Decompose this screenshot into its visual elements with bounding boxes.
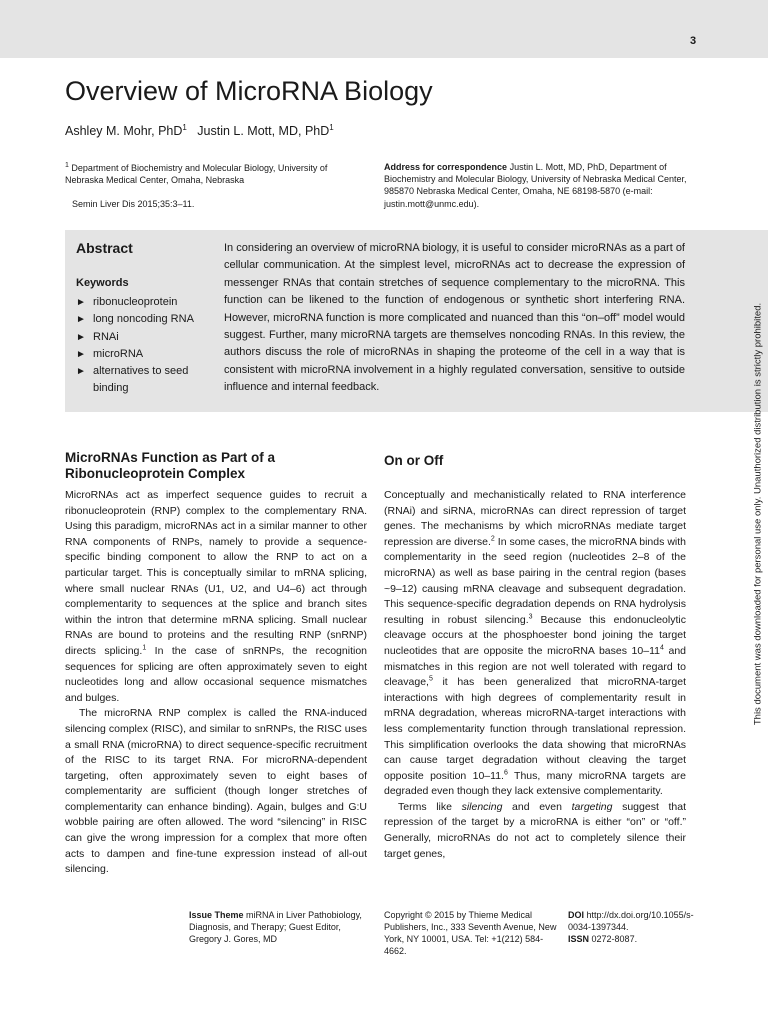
text-run: Conceptually and mechanistically related to RNA interference (RNAi) and siRNA, microRNAs can direct repression of target genes. The mechanisms by which microRNAs mediate target repression are diverse.	[384, 489, 686, 548]
download-notice-text: This document was downloaded for personal use only. Unauthorized distribution is strictly prohibited.	[752, 302, 764, 726]
section-heading-rnp: MicroRNAs Function as Part of a Ribonucleoprotein Complex	[65, 450, 276, 481]
text-run: Terms like	[398, 800, 462, 813]
text-run: suggest that repression of the target by a microRNA is either “on” or “off.” Generally, microRNAs do not act to completely silence their target genes,	[384, 800, 686, 860]
reference-marker: 5	[428, 675, 433, 683]
keyword-item	[76, 346, 216, 363]
arrow-bullet-icon: ►	[76, 331, 86, 343]
issn-value: 0272-8087.	[591, 934, 638, 944]
author-name: Ashley M. Mohr, PhD	[65, 124, 183, 139]
citation: Semin Liver Dis 2015;35:3–11.	[72, 199, 195, 209]
paragraph	[384, 800, 686, 862]
doi-link[interactable]: http://dx.doi.org/10.1055/s-0034-1397344.	[568, 910, 694, 932]
author-list	[65, 123, 334, 138]
correspondence-label: Address for correspondence	[384, 162, 508, 172]
text-run: it has been generalized that microRNA-target interactions with high degrees of complementarity result in mRNA degradation, whereas microRNA-target interactions with less complementarity function through translational repression. This simplification overlooks the data showing that microRNAs can cause target degradation without cleaving the target opposite position 10–11.	[384, 676, 686, 782]
text-run: MicroRNAs act as imperfect sequence guides to recruit a ribonucleoprotein (RNP) complex to the complementary RNA. Using this paradigm, microRNAs act in a similar manner to other RNA components of RNPs, namely to provide a sequence-specific binding component to allow the RNP to act on a particular target. This is conceptually similar to mRNA splicing, where small nuclear RNAs (U1, U2, and U4–6) act through complementarity to sequences at the splice and branch sites within the intron that determine mRNA splicing. Small nuclear RNAs are bound to proteins and the resulting RNP (snRNP) directs splicing.	[65, 489, 367, 657]
keyword-text: RNAi	[93, 330, 119, 343]
affiliation-marker: 1	[65, 162, 69, 169]
keyword-text: microRNA	[93, 347, 144, 360]
issn-label: ISSN	[568, 934, 590, 944]
body-column-right	[384, 488, 686, 862]
text-run: and even	[502, 800, 572, 813]
keyword-text: long noncoding RNA	[93, 313, 194, 326]
text-run: In the case of snRNPs, the recognition sequences for splicing are often approximately seven to eight nucleotides long and allow occasional sequence mismatches and bulges.	[65, 644, 367, 704]
issue-theme-label: Issue Theme	[189, 910, 244, 920]
author-affil-marker: 1	[182, 123, 187, 132]
keywords-heading: Keywords	[76, 277, 129, 289]
header-band	[0, 0, 768, 58]
text-run: Because this endonucleolytic cleavage occurs at the phosphoester bond joining the target nucleotides that are opposite the microRNA bases 10–11	[384, 613, 686, 657]
keyword-list	[76, 294, 216, 398]
reference-marker: 6	[503, 769, 508, 777]
keyword-text: alternatives to seed binding	[93, 365, 189, 395]
emphasis: targeting	[571, 800, 613, 813]
arrow-bullet-icon: ►	[76, 366, 86, 378]
arrow-bullet-icon: ►	[76, 297, 86, 308]
keyword-item	[76, 294, 216, 311]
footer-issue-theme	[189, 909, 369, 945]
arrow-bullet-icon: ►	[76, 314, 86, 326]
reference-marker: 2	[490, 535, 495, 543]
keyword-text: ribonucleoprotein	[93, 296, 178, 308]
keyword-item	[76, 311, 216, 328]
keyword-item	[76, 329, 216, 346]
emphasis: silencing	[461, 800, 503, 813]
affiliation	[65, 160, 365, 186]
abstract-text: In considering an overview of microRNA biology, it is useful to consider microRNAs as a part of cellular communication. At the simplest level, microRNAs act to decrease the expression of messenger RNAs that contain stretches of sequence complementary to the microRNA. This function can be likened to the function of endogenous or synthetic short interfering RNA. However, microRNA function is more complicated and nuanced than this “on–off” model would suggest. Further, many microRNA targets are themselves noncoding RNAs. In this review, the authors discuss the role of microRNAs in shaping the proteome of the cell in a way that is consistent with microRNA involvement in a highly regulated conversation, sensitive to outside influence and internal feedback.	[224, 242, 685, 394]
affiliation-text: Department of Biochemistry and Molecular Biology, University of Nebraska Medical Center, Omaha, Nebraska	[65, 163, 328, 185]
reference-marker: 1	[142, 644, 147, 652]
author-affil-marker: 1	[329, 123, 334, 132]
correspondence	[384, 161, 694, 210]
reference-marker: 3	[528, 613, 533, 621]
footer-doi	[568, 909, 698, 945]
page-number: 3	[690, 35, 697, 47]
arrow-bullet-icon: ►	[76, 348, 86, 360]
text-run: Thus, many microRNA targets are degraded even though they lack extensive complementarity.	[384, 769, 686, 798]
paragraph	[65, 488, 367, 706]
author-name: Justin L. Mott, MD, PhD	[197, 124, 330, 139]
body-column-left	[65, 488, 367, 878]
keyword-item	[76, 363, 216, 398]
doi-label: DOI	[568, 910, 585, 920]
text-run: and mismatches in this region are not well tolerated with regard to cleavage,	[384, 644, 687, 689]
section-heading-on-off: On or Off	[384, 453, 444, 468]
reference-marker: 4	[659, 644, 664, 652]
correspondence-text: Justin L. Mott, MD, PhD, Department of Biochemistry and Molecular Biology, University of Nebraska Medical Center, 985870 Nebraska Medical Center, Omaha, NE 68198-5870 (e-mail: justin.mott@unmc.edu).	[384, 162, 687, 209]
abstract-heading: Abstract	[76, 240, 133, 256]
text-run: In some cases, the microRNA binds with complementarity in the seed region (nucleotides 2–8 of the microRNA) as well as base pairing in the central region (bases ~9–12) causing mRNA cleavage and subsequent degradation. This sequence-specific degradation depends on RNA hydrolysis resulting in robust silencing.	[384, 535, 686, 626]
download-notice	[752, 287, 764, 741]
paragraph: The microRNA RNP complex is called the RNA-induced silencing complex (RISC), and similar to snRNPs, the RISC uses a small RNA (microRNA) to direct sequence-specific recruitment of the RISC to its target RNA. For microRNA-dependent targeting, often approximately seven to eight bases of complementarity are sufficient (though longer stretches of complementarity can enhance binding). Again, bulges and G:U wobble pairing are often allowed. The word “silencing” in RISC can give the wrong impression for a complex that more often acts to dampen and fine-tune expression instead of all-out silencing.	[65, 707, 367, 876]
article-title: Overview of MicroRNA Biology	[65, 76, 433, 106]
footer-copyright: Copyright © 2015 by Thieme Medical Publishers, Inc., 333 Seventh Avenue, New York, NY 10001, USA. Tel: +1(212) 584-4662.	[384, 910, 557, 956]
paragraph	[384, 488, 686, 800]
issue-theme-text: miRNA in Liver Pathobiology, Diagnosis, and Therapy; Guest Editor, Gregory J. Gores, MD	[189, 910, 362, 944]
